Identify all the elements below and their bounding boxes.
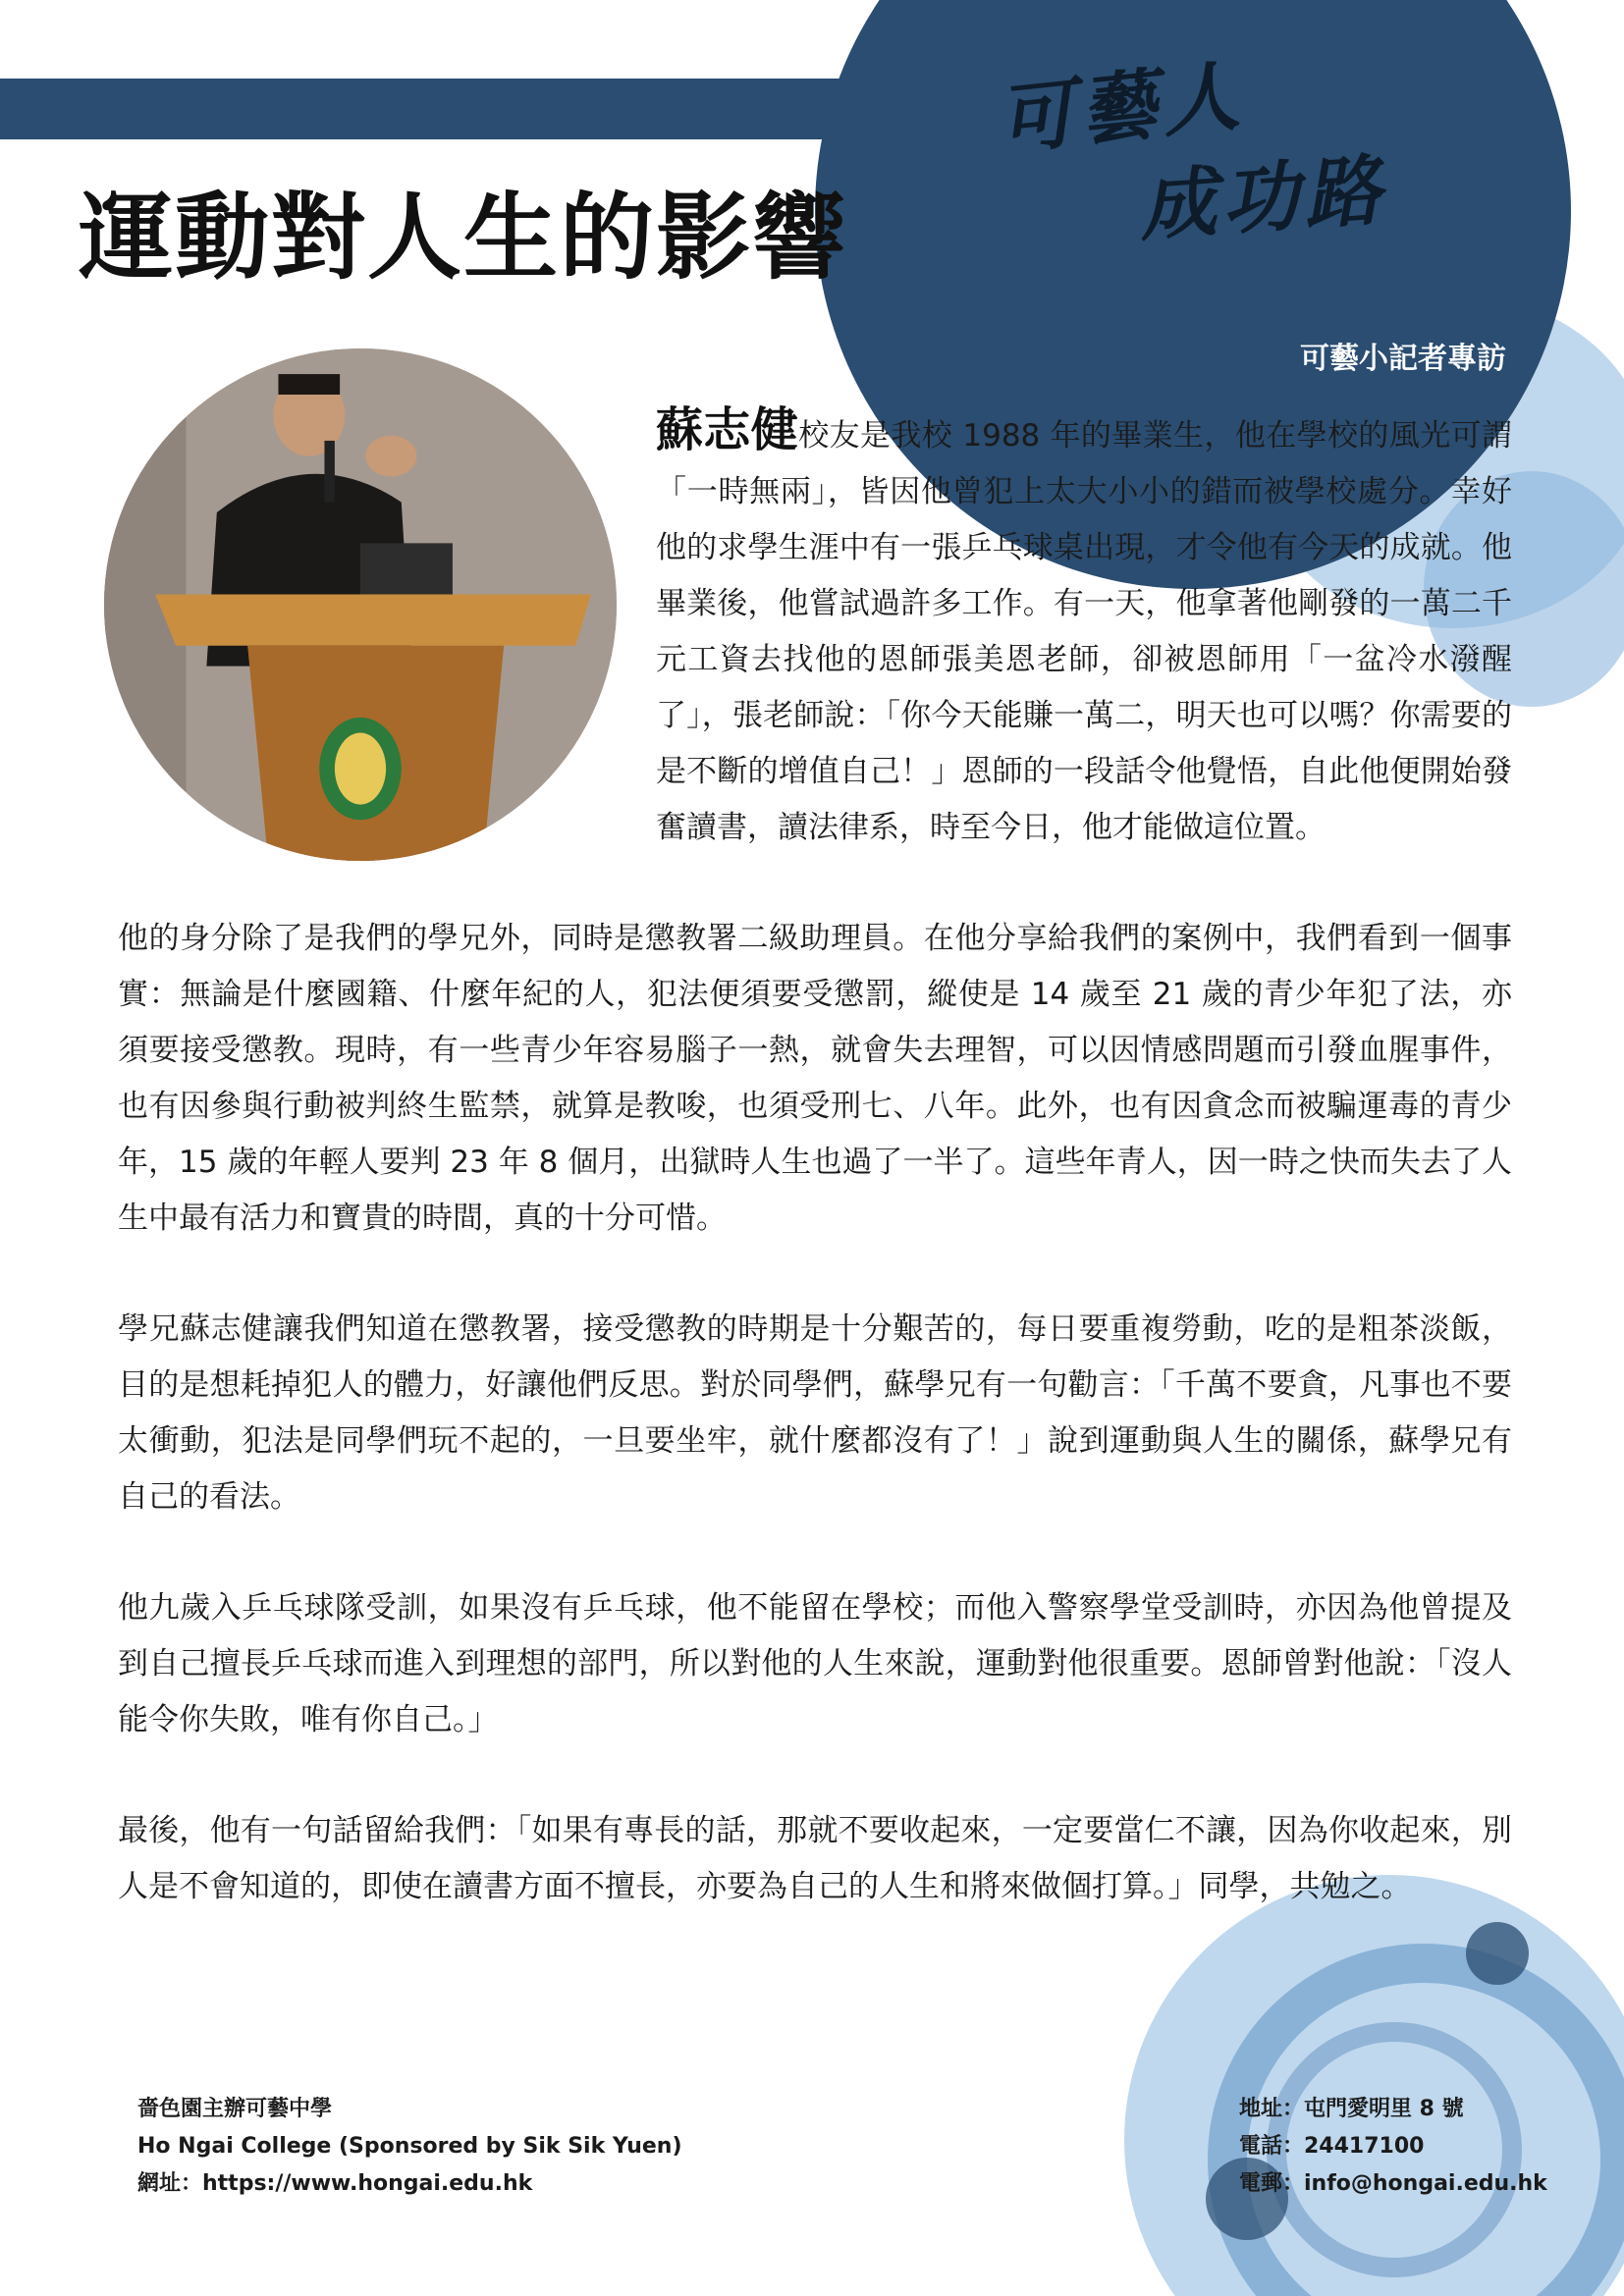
school-email: 電郵：info@hongai.edu.hk (1239, 2171, 1547, 2196)
reporter-tag: 可藝小記者專訪 (1300, 342, 1506, 376)
paragraph-1-text: 校友是我校 1988 年的畢業生，他在學校的風光可謂「一時無兩」，皆因他曾犯上太大小小的錯而被學校處分。幸好他的求學生涯中有一張乒乓球桌出現，才令他有今天的成就。他畢業後，他嘗試過許多工作。有一天，他拿著他剛發的一萬二千元工資去找他的恩師張美恩老師，卻被恩師用「一盆冷水潑醒了」，張老師說：「你今天能賺一萬二，明天也可以嗎？你需要的是不斷的增值自己！」恩師的一段話令他覺悟，自此他便開始發奮讀書，讀法律系，時至今日，他才能做這位置。 (656, 418, 1512, 845)
school-name-en: Ho Ngai College (Sponsored by Sik Sik Yuen) (137, 2134, 682, 2159)
footer-school-info (137, 2091, 682, 2203)
brand-line-1: 可藝人 (993, 51, 1249, 166)
photo-text-wrap (118, 393, 656, 883)
school-name-cn: 嗇色園主辦可藝中學 (137, 2097, 333, 2121)
header-bar (0, 79, 884, 139)
school-phone: 電話：24417100 (1239, 2134, 1425, 2159)
interviewee-name: 蘇志健 (656, 402, 799, 457)
page-title: 運動對人生的影響 (79, 183, 848, 293)
school-address: 地址：屯門愛明里 8 號 (1239, 2097, 1464, 2121)
article-body (118, 402, 1512, 1970)
school-website: 網址：https://www.hongai.edu.hk (137, 2171, 533, 2196)
article-paragraph-5: 最後，他有一句話留給我們：「如果有專長的話，那就不要收起來，一定要當仁不讓，因為你收起來，別人是不會知道的，即使在讀書方面不擅長，亦要為自己的人生和將來做個打算。」同學，共勉之。 (118, 1813, 1512, 1904)
article-paragraph-4: 他九歲入乒乓球隊受訓，如果沒有乒乓球，他不能留在學校；而他入警察學堂受訓時，亦因為他曾提及到自己擅長乒乓球而進入到理想的部門，所以對他的人生來說，運動對他很重要。恩師曾對他說：「沒人能令你失敗，唯有你自己。」 (118, 1590, 1512, 1737)
brand-line-2: 成功路 (1136, 145, 1390, 252)
article-paragraph-2: 他的身分除了是我們的學兄外，同時是懲教署二級助理員。在他分享給我們的案例中，我們看到一個事實：無論是什麼國籍、什麼年紀的人，犯法便須要受懲罰，縱使是 14 歲至 21 歲的青少年犯了法，亦須要接受懲教。現時，有一些青少年容易腦子一熱，就會失去理智，可以因情感問題而引發血腥事件，也有因參與行動被判終生監禁，就算是教唆，也須受刑七、八年。此外，也有因貪念而被騙運毒的青少年，15 歲的年輕人要判 23 年 8 個月，出獄時人生也過了一半了。這些年青人，因一時之快而失去了人生中最有活力和寶貴的時間，真的十分可惜。 (118, 921, 1512, 1236)
article-paragraph-3: 學兄蘇志健讓我們知道在懲教署，接受懲教的時期是十分艱苦的，每日要重複勞動，吃的是粗茶淡飯，目的是想耗掉犯人的體力，好讓他們反思。對於同學們，蘇學兄有一句勸言：「千萬不要貪，凡事也不要太衝動，犯法是同學們玩不起的，一旦要坐牢，就什麼都沒有了！」說到運動與人生的關係，蘇學兄有自己的看法。 (118, 1311, 1512, 1515)
footer-contact-info (1239, 2091, 1547, 2203)
